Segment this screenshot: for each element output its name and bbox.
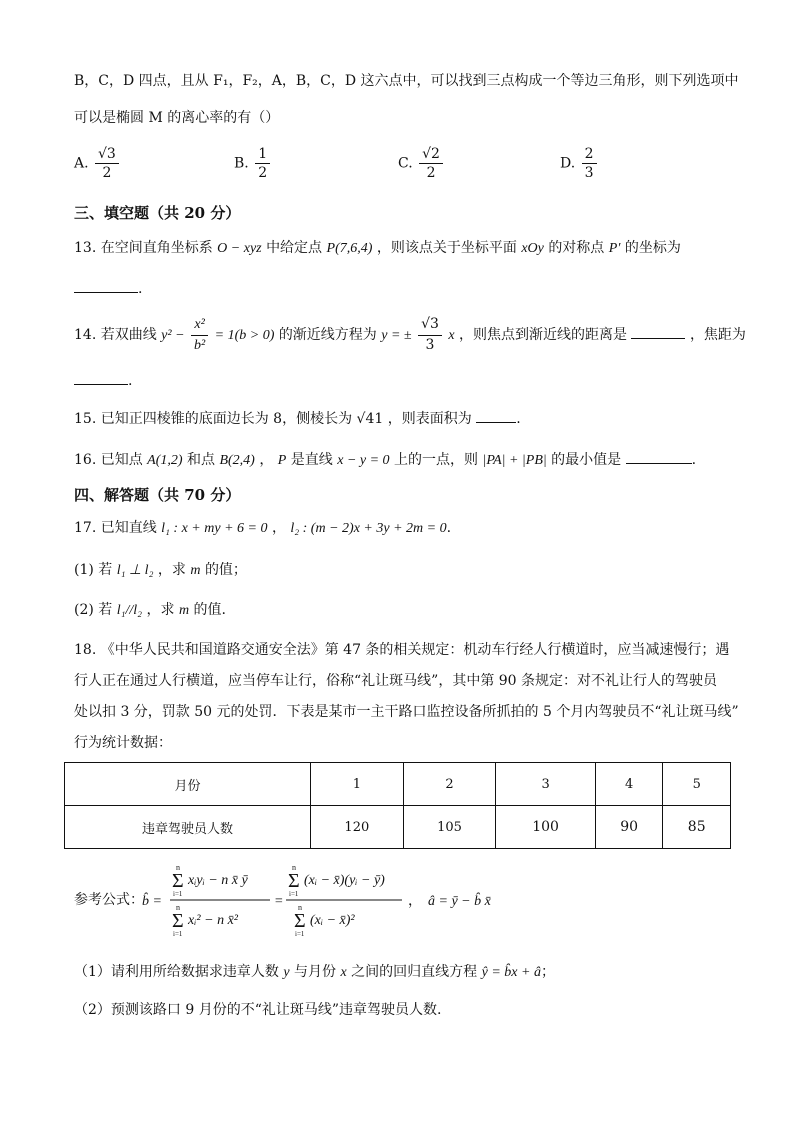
q16-text: 16. 已知点 (74, 452, 143, 468)
q18-regression-equation: ŷ = b̂x + â (481, 965, 541, 980)
denominator: 2 (102, 165, 112, 181)
answer-blank[interactable] (631, 324, 685, 339)
q18-text: 之间的回归直线方程 (351, 964, 478, 980)
svg-text:i=1: i=1 (173, 930, 183, 938)
q13-symmetric-point: P′ (608, 241, 621, 256)
q17-text: ，求 (146, 602, 175, 618)
q18-line-4: 行为统计数据： (74, 735, 172, 751)
count-cell: 105 (403, 806, 496, 849)
q16-text: 上的一点，则 (394, 452, 479, 468)
q16-text: 的最小值是 (551, 452, 622, 468)
q17-variable: m (190, 563, 201, 578)
svg-text:Σ: Σ (294, 910, 306, 932)
answer-blank[interactable] (74, 278, 138, 293)
option-fraction (582, 146, 597, 181)
q17-part-2 (74, 602, 226, 620)
row-header-count: 违章驾驶员人数 (65, 806, 311, 849)
period: . (138, 281, 143, 297)
period: . (516, 411, 521, 427)
svg-text:Σ: Σ (172, 910, 184, 932)
q13-point: P(7,6,4) (326, 241, 373, 256)
q12-option-c (398, 146, 445, 181)
q18-text: （1）请利用所给数据求违章人数 (74, 964, 279, 980)
q13-plane: xOy (521, 241, 544, 256)
q17-stem (74, 520, 451, 538)
q16-text: 是直线 (290, 452, 333, 468)
q17-variable: m (178, 603, 190, 618)
period: . (446, 520, 452, 536)
svg-text:xᵢyᵢ − n x̄ ȳ: xᵢyᵢ − n x̄ ȳ (188, 873, 248, 888)
option-label: A. (74, 155, 89, 172)
q15-line (74, 408, 521, 429)
q18-text: 与月份 (294, 964, 337, 980)
q16-point-p: P (277, 453, 287, 468)
denominator: 3 (584, 165, 594, 181)
q16-line-equation: x − y = 0 (337, 453, 390, 468)
table-row (65, 763, 731, 806)
numerator: √3 (95, 146, 119, 164)
svg-text:n: n (292, 863, 296, 872)
svg-text:，: ， (408, 894, 422, 909)
svg-text:Σ: Σ (288, 870, 300, 892)
regression-formula-drawing (140, 856, 491, 946)
q12-option-d (560, 146, 599, 181)
section-4-heading: 四、解答题（共 70 分） (74, 486, 241, 504)
q18-line-2: 行人正在通过人行横道，应当停车让行，俗称“礼让斑马线”，其中第 90 条规定：对不礼让行人的驾驶员 (74, 673, 718, 689)
denominator: 3 (425, 336, 435, 353)
count-cell: 100 (496, 806, 596, 849)
svg-text:xᵢ² − n x̄²: xᵢ² − n x̄² (188, 913, 238, 928)
q17-text: (2) 若 (74, 602, 113, 618)
month-cell: 4 (595, 763, 663, 806)
q13-text: 的对称点 (548, 240, 605, 256)
q12-line-1: B，C，D 四点，且从 F₁，F₂，A，B，C，D 这六点中，可以找到三点构成一个等边三角形，则下列选项中 (74, 73, 739, 89)
q17-text: (1) 若 (74, 562, 113, 578)
period: . (128, 373, 133, 389)
q14-text: ，则焦点到渐近线的距离是 (459, 327, 628, 343)
q13-text: ，则该点关于坐标平面 (376, 240, 517, 256)
q12-option-b (234, 146, 272, 181)
q16-text: ， (259, 452, 274, 468)
formula-label: 参考公式： (74, 892, 144, 908)
q14-asymptote: y = ± (381, 328, 412, 343)
count-cell: 85 (663, 806, 731, 849)
q18-variable-x: x (340, 965, 347, 980)
count-cell: 90 (595, 806, 663, 849)
month-cell: 5 (663, 763, 731, 806)
q17-relation: l₁ ⊥ l₂ (116, 563, 154, 578)
q14-line-1 (74, 316, 746, 354)
q14-asymptote-fraction (418, 316, 442, 354)
svg-text:n: n (176, 863, 180, 872)
svg-text:i=1: i=1 (295, 930, 305, 938)
section-3-heading: 三、填空题（共 20 分） (74, 204, 241, 222)
q18-variable-y: y (283, 965, 290, 980)
table-row (65, 806, 731, 849)
q14-text: ，焦距为 (689, 327, 746, 343)
q13-coordinate-system: O − xyz (217, 241, 262, 256)
svg-text:i=1: i=1 (173, 890, 183, 898)
q15-text: ，则表面积为 (387, 411, 472, 427)
option-fraction (95, 146, 119, 181)
numerator: 1 (255, 146, 270, 164)
q17-line-1: l₁ : x + my + 6 = 0 (161, 521, 268, 536)
month-cell: 3 (496, 763, 596, 806)
svg-text:n: n (176, 903, 180, 912)
option-label: C. (398, 155, 413, 172)
q13-text: 13. 在空间直角坐标系 (74, 240, 213, 256)
q17-text: ， (271, 520, 286, 536)
option-label: B. (234, 155, 249, 172)
q13-line-1 (74, 240, 681, 258)
q14-asymptote: x (448, 328, 455, 343)
numerator: √2 (419, 146, 443, 164)
option-label: D. (560, 155, 576, 172)
q13-text: 的坐标为 (624, 240, 681, 256)
answer-blank[interactable] (626, 449, 692, 464)
svg-text:i=1: i=1 (289, 890, 299, 898)
q16-text: 和点 (187, 452, 216, 468)
svg-text:n: n (298, 903, 302, 912)
q16-expression: |PA| + |PB| (482, 453, 547, 468)
svg-text:(xᵢ − x̄)²: (xᵢ − x̄)² (310, 913, 355, 928)
q16-point-a: A(1,2) (147, 453, 183, 468)
row-header-month: 月份 (65, 763, 311, 806)
q16-line (74, 449, 696, 470)
q18-text: ； (540, 964, 555, 980)
q14-equation: y² − (161, 328, 185, 343)
q13-text: 中给定点 (266, 240, 323, 256)
q17-line-2: l₂ : (m − 2)x + 3y + 2m = 0 (290, 521, 447, 536)
q17-text: 的值； (204, 562, 247, 578)
svg-text:Σ: Σ (172, 870, 184, 892)
month-cell: 1 (311, 763, 404, 806)
option-fraction (419, 146, 443, 181)
answer-blank[interactable] (476, 408, 516, 423)
q18-line-1: 18. 《中华人民共和国道路交通安全法》第 47 条的相关规定：机动车行经人行横道时，应当减速慢行；遇 (74, 642, 730, 658)
q16-point-b: B(2,4) (219, 453, 255, 468)
q18-part-1 (74, 964, 555, 982)
q14-text: 的渐近线方程为 (278, 327, 377, 343)
denominator: b² (193, 337, 206, 353)
q14-fraction (191, 316, 208, 354)
q18-part-2: （2）预测该路口 9 月份的不“礼让斑马线”违章驾驶员人数. (74, 1002, 442, 1018)
period: . (691, 452, 697, 468)
svg-text:â = ȳ − b̂ x̄: â = ȳ − b̂ x̄ (428, 894, 491, 909)
svg-text:=: = (274, 894, 284, 909)
option-fraction (255, 146, 270, 181)
month-cell: 2 (403, 763, 496, 806)
q15-radical: √41 (356, 411, 384, 427)
q18-line-3: 处以扣 3 分，罚款 50 元的处罚．下表是某市一主干路口监控设备所抓拍的 5 个月内驾驶员不“礼让斑马线” (74, 704, 739, 720)
denominator: 2 (258, 165, 268, 181)
answer-blank[interactable] (74, 370, 128, 385)
q14-equation: = 1(b > 0) (214, 328, 275, 343)
svg-text:(xᵢ − x̄)(yᵢ − ȳ): (xᵢ − x̄)(yᵢ − ȳ) (304, 873, 385, 888)
violation-table (64, 762, 731, 849)
q17-part-1 (74, 562, 247, 580)
numerator: √3 (418, 316, 442, 336)
q12-option-a (74, 146, 121, 181)
q13-line-2 (74, 278, 142, 299)
numerator: 2 (582, 146, 597, 164)
svg-text:b̂ =: b̂ = (142, 894, 162, 909)
q17-text: 的值. (193, 602, 226, 618)
numerator: x² (191, 316, 208, 336)
q17-text: ，求 (157, 562, 186, 578)
q15-text: 15. 已知正四棱锥的底面边长为 8，侧棱长为 (74, 411, 353, 427)
q12-line-2: 可以是椭圆 M 的离心率的有（） (74, 110, 280, 126)
q17-relation: l₁//l₂ (116, 603, 143, 618)
count-cell: 120 (311, 806, 404, 849)
denominator: 2 (426, 165, 436, 181)
q17-text: 17. 已知直线 (74, 520, 157, 536)
q14-line-2 (74, 370, 132, 391)
q14-text: 14. 若双曲线 (74, 327, 157, 343)
